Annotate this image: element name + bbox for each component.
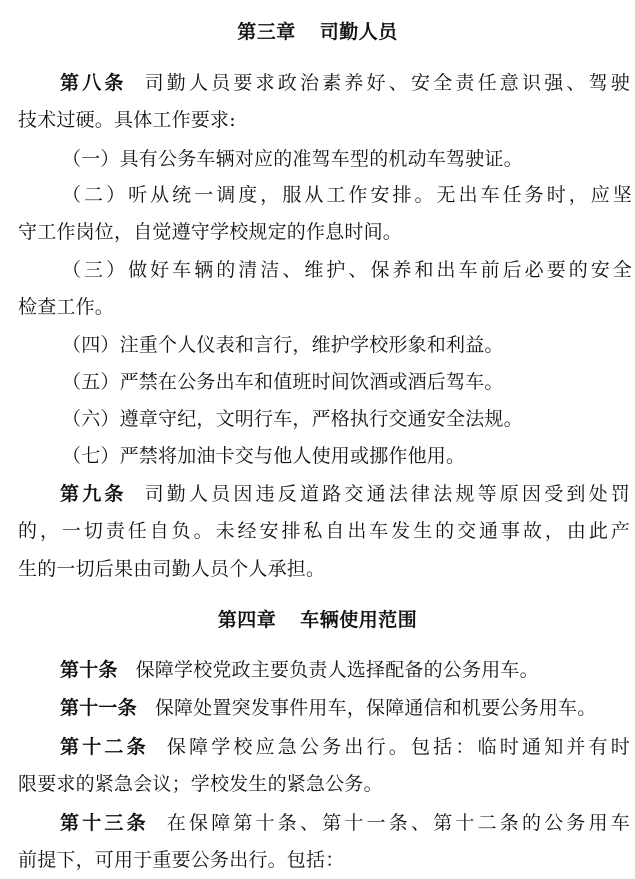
article-label: 第十一条 [60,697,137,719]
article-text: 司勤人员要求政治素养好、安全责任意识强、驾驶 [144,72,630,94]
article-9-line-3: 生的一切后果由司勤人员个人承担。 [18,558,326,580]
article-8-item-2-line-2: 守工作岗位，自觉遵守学校规定的作息时间。 [18,221,403,243]
article-8-item-3-line-1: （三）做好车辆的清洁、维护、保养和出车前后必要的安全 [62,259,632,281]
article-text: 司勤人员因违反道路交通法律法规等原因受到处罚 [144,483,630,505]
article-13-line-2: 前提下，可用于重要公务出行。包括： [18,849,345,871]
chapter-title: 司勤人员 [319,21,398,43]
article-8-line-2: 技术过硬。具体工作要求: [18,109,236,131]
chapter-title: 车辆使用范围 [300,609,418,631]
article-8-item-2-line-1: （二）听从统一调度，服从工作安排。无出车任务时，应坚 [62,184,632,206]
chapter-number: 第四章 [217,609,277,631]
article-text: 保障学校党政主要负责人选择配备的公务用车。 [135,659,539,681]
article-11-line-1 [60,689,630,727]
article-label: 第八条 [60,72,127,94]
article-label: 第十二条 [60,736,149,758]
article-13-line-1 [60,804,630,842]
chapter-heading-3 [0,13,635,51]
article-9-line-1 [60,475,630,513]
article-label: 第十条 [60,659,118,681]
article-text: 保障学校应急公务出行。包括：临时通知并有时 [166,736,631,758]
article-8-item-6: （六）遵章守纪，文明行车，严格执行交通安全法规。 [62,408,523,430]
article-8-item-4: （四）注重个人仪表和言行，维护学校形象和利益。 [62,334,504,356]
article-8-item-5: （五）严禁在公务出车和值班时间饮酒或酒后驾车。 [62,371,504,393]
article-text: 在保障第十条、第十一条、第十二条的公务用车 [166,812,631,834]
article-8-item-1: （一）具有公务车辆对应的准驾车型的机动车驾驶证。 [62,148,523,170]
chapter-heading-4 [0,601,635,639]
chapter-number: 第三章 [237,21,296,43]
article-label: 第九条 [60,483,127,505]
article-text: 保障处置突发事件用车，保障通信和机要公务用车。 [154,697,597,719]
article-label: 第十三条 [60,812,149,834]
article-8-item-3-line-2: 检查工作。 [18,296,115,318]
article-12-line-1 [60,728,630,766]
article-12-line-2: 限要求的紧急会议；学校发生的紧急公务。 [18,773,383,795]
article-8-item-7: （七）严禁将加油卡交与他人使用或挪作他用。 [62,445,466,467]
article-8-line-1 [60,64,630,102]
article-9-line-2: 的，一切责任自负。未经安排私自出车发生的交通事故，由此产 [18,520,630,542]
article-10-line-1 [60,651,630,689]
